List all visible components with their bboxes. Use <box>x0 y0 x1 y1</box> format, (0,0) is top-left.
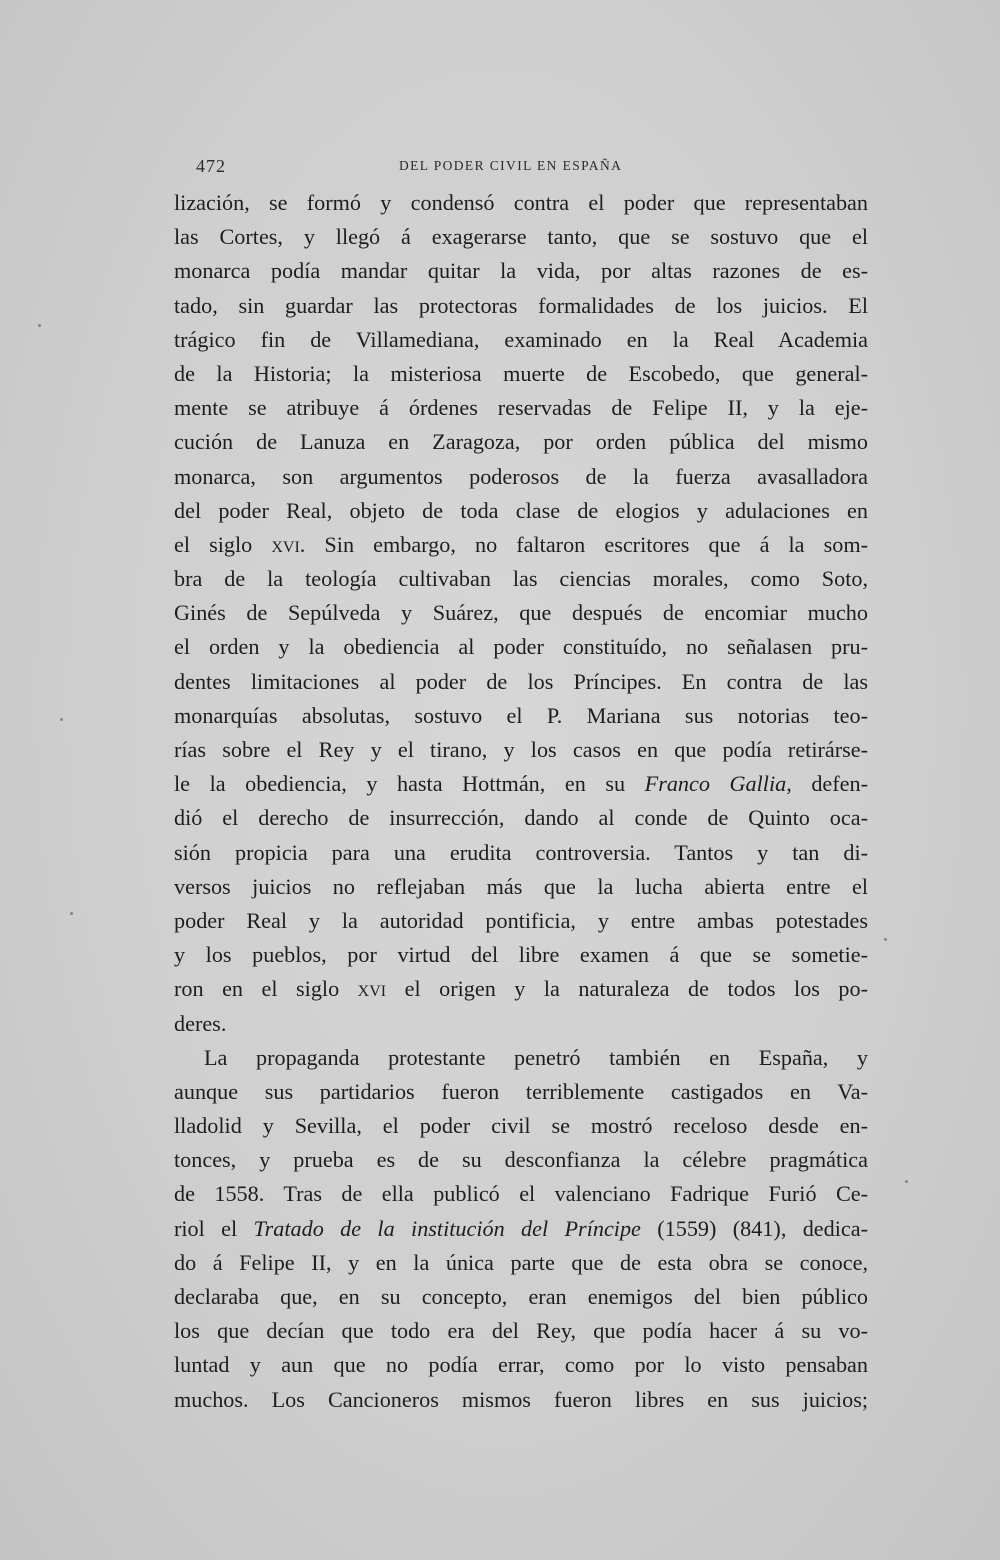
text-line: bra de la teología cultivaban las ciencias morales, como Soto, <box>174 566 868 592</box>
text-line: ron en el siglo xvi el origen y la naturaleza de todos los po- <box>174 976 869 1002</box>
text-line: monarca podía mandar quitar la vida, por altas razones de es- <box>174 258 868 284</box>
text-line: declaraba que, en su concepto, eran enemigos del bien público <box>174 1284 868 1309</box>
text-line: tonces, y prueba es de su desconfianza la célebre pragmática <box>174 1147 868 1173</box>
text-line: sión propicia para una erudita controversia. Tantos y tan di- <box>174 839 868 865</box>
text-line: deres. <box>174 1010 227 1036</box>
text-line: monarquías absolutas, sostuvo el P. Mariana sus notorias teo- <box>174 702 868 728</box>
text-line: y los pueblos, por virtud del libre examen á que se sometie- <box>174 942 868 968</box>
paper-speck <box>905 1180 908 1183</box>
text-line: lización, se formó y condensó contra el poder que representaban <box>174 190 868 215</box>
book-title-italic: Tratado de la institución del Príncipe <box>253 1215 641 1241</box>
text-line: do á Felipe II, y en la única parte que de esta obra se conoce, <box>174 1249 868 1275</box>
text-line: el siglo xvi. Sin embargo, no faltaron escritores que á la som- <box>174 531 869 557</box>
text-line: de la Historia; la misteriosa muerte de Escobedo, que general- <box>174 360 868 386</box>
text-line: de 1558. Tras de ella publicó el valenciano Fadrique Furió Ce- <box>174 1181 868 1207</box>
text-line: cución de Lanuza en Zaragoza, por orden pública del mismo <box>174 429 868 455</box>
body-text <box>174 186 868 1417</box>
paper-speck <box>70 912 73 915</box>
page-header <box>174 156 868 176</box>
text-line: riol el Tratado de la institución del Príncipe (1559) (841), dedica- <box>174 1215 868 1241</box>
text-line: rías sobre el Rey y el tirano, y los casos en que podía retirárse- <box>174 737 868 762</box>
text-line: lladolid y Sevilla, el poder civil se mostró receloso desde en- <box>174 1113 868 1139</box>
text-line: las Cortes, y llegó á exagerarse tanto, que se sostuvo que el <box>174 224 868 250</box>
paper-speck <box>60 718 63 721</box>
paper-speck <box>884 938 887 941</box>
book-title-italic: Franco Gallia <box>644 771 787 797</box>
text-line: dentes limitaciones al poder de los Príncipes. En contra de las <box>174 668 868 694</box>
century-numeral: xvi <box>357 976 387 1002</box>
text-line: trágico fin de Villamediana, examinado en la Real Academia <box>174 326 868 352</box>
text-line: aunque sus partidarios fueron terriblemente castigados en Va- <box>174 1078 868 1104</box>
text-line: poder Real y la autoridad pontificia, y entre ambas potestades <box>174 907 868 933</box>
text-line: le la obediencia, y hasta Hottmán, en su Franco Gallia, defen- <box>174 771 868 797</box>
paper-speck <box>38 324 41 327</box>
text-line: Ginés de Sepúlveda y Suárez, que después de encomiar mucho <box>174 600 868 626</box>
text-line: mente se atribuye á órdenes reservadas de Felipe II, y la eje- <box>174 395 868 421</box>
text-line: luntad y aun que no podía errar, como por lo visto pensaban <box>174 1352 868 1378</box>
text-line: dió el derecho de insurrección, dando al conde de Quinto oca- <box>174 805 868 831</box>
page-number: 472 <box>196 156 226 176</box>
century-numeral: xvi <box>271 531 300 557</box>
text-line: monarca, son argumentos poderosos de la fuerza avasalladora <box>174 463 868 489</box>
text-line: La propaganda protestante penetró también en España, y <box>204 1044 868 1070</box>
text-line: muchos. Los Cancioneros mismos fueron libres en sus juicios; <box>174 1386 868 1412</box>
running-head: DEL PODER CIVIL EN ESPAÑA <box>399 158 623 173</box>
text-line: el orden y la obediencia al poder constituído, no señalasen pru- <box>174 634 868 660</box>
text-line: los que decían que todo era del Rey, que podía hacer á su vo- <box>174 1318 868 1344</box>
text-line: del poder Real, objeto de toda clase de elogios y adulaciones en <box>174 497 868 523</box>
text-line: versos juicios no reflejaban más que la lucha abierta entre el <box>174 873 868 899</box>
text-line: tado, sin guardar las protectoras formalidades de los juicios. El <box>174 292 868 318</box>
